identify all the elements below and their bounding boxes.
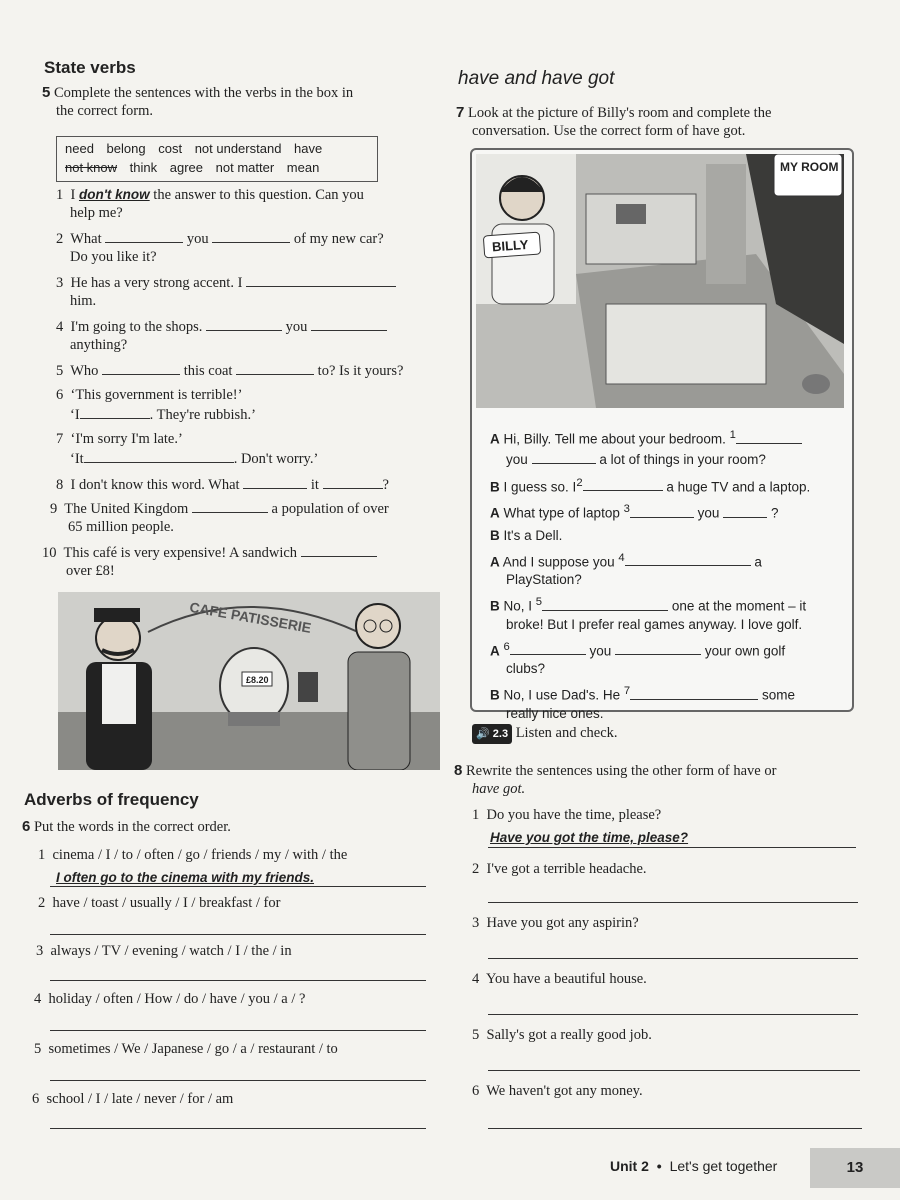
- ex8-answer-line-4[interactable]: [488, 1014, 858, 1015]
- cafe-sign: CAFE PATISSERIE: [188, 598, 313, 636]
- convo-line-5: B It's a Dell.: [490, 527, 563, 543]
- my-room-sign: MY ROOM: [780, 160, 839, 174]
- ex8-item-4: 4 You have a beautiful house.: [472, 971, 647, 987]
- ex8-number: 8: [454, 762, 463, 779]
- footer-unit: Unit 2: [610, 1158, 649, 1174]
- convo-line-4: A What type of laptop $^3$ you ?: [490, 503, 779, 521]
- ex6-instruction: 6 Put the words in the correct order.: [22, 818, 231, 835]
- ex5-number: 5: [42, 84, 51, 101]
- billy-sign: BILLY: [491, 236, 529, 255]
- convo-line-1: A Hi, Billy. Tell me about your bedroom. $^1$: [490, 426, 840, 449]
- ex8-answer-line-2[interactable]: [488, 902, 858, 903]
- ex6-item-2: 2 have / toast / usually / I / breakfast / for: [38, 895, 281, 911]
- ex5-item-9: 9 The United Kingdom a population of over 65 million people.: [50, 498, 440, 536]
- word-row-1: need belong cost not understand have: [65, 141, 323, 156]
- ex6-answer-line-2[interactable]: [50, 934, 426, 935]
- audio-track-icon[interactable]: 🔊 2.3: [472, 724, 512, 744]
- convo-line-12: B No, I use Dad's. He $^7$ some: [490, 685, 795, 703]
- have-got-heading: have and have got: [458, 68, 615, 89]
- footer-dot: •: [656, 1158, 662, 1174]
- ex6-item-4: 4 holiday / often / How / do / have / you / a / ?: [34, 991, 306, 1007]
- ex5-item-1: 1 I don't know the answer to this question. Can you help me?: [56, 187, 364, 221]
- ex6-answer-line-6[interactable]: [50, 1128, 426, 1129]
- ex8-item-5: 5 Sally's got a really good job.: [472, 1027, 652, 1043]
- ex6-number: 6: [22, 818, 31, 835]
- ex8-item-3: 3 Have you got any aspirin?: [472, 915, 639, 931]
- ex5-item-4: 4 I'm going to the shops. you anything?: [56, 316, 436, 354]
- listen-and-check: 🔊 2.3 Listen and check.: [472, 724, 618, 744]
- convo-line-6: A And I suppose you $^4$ a: [490, 551, 762, 569]
- convo-line-8: B No, I $^5$ one at the moment – it: [490, 596, 807, 614]
- ex7-instruction: 7 Look at the picture of Billy's room and complete the conversation. Use the correct form of have got.: [456, 104, 772, 139]
- ex8-answer-line-6[interactable]: [488, 1128, 862, 1129]
- ex8-answer-line-1[interactable]: [488, 847, 856, 848]
- ex6-answer-line-3[interactable]: [50, 980, 426, 981]
- verb-word-box: [56, 136, 378, 182]
- ex8-item-1: 1 Do you have the time, please?: [472, 807, 662, 823]
- ex6-answer-line-4[interactable]: [50, 1030, 426, 1031]
- ex5-item-6: 6 ‘This government is terrible!’ ‘I . They're rubbish.’: [56, 387, 256, 423]
- convo-line-7: PlayStation?: [506, 572, 582, 587]
- ex6-answer-line-1[interactable]: [50, 886, 426, 887]
- page-number: 13: [810, 1148, 900, 1188]
- ex7-number: 7: [456, 104, 465, 121]
- convo-line-13: really nice ones.: [506, 705, 604, 721]
- ex5-instruction: 5 Complete the sentences with the verbs in the box in the correct form.: [42, 84, 354, 119]
- ex6-item-5: 5 sometimes / We / Japanese / go / a / restaurant / to: [34, 1041, 338, 1057]
- billy-room-panel: [470, 148, 854, 721]
- page-footer: [610, 1158, 777, 1174]
- ex8-instruction: 8 Rewrite the sentences using the other form of have or have got.: [454, 762, 777, 797]
- convo-line-9: broke! But I prefer real games anyway. I love golf.: [506, 616, 803, 632]
- ex5-item-7: 7 ‘I'm sorry I'm late.’ ‘It . Don't worry.’: [56, 431, 319, 467]
- ex5-item-10: 10 This café is very expensive! A sandwich over £8!: [42, 542, 442, 580]
- ex8-answer-1: Have you got the time, please?: [490, 830, 689, 845]
- price-tag: £8.20: [246, 675, 269, 685]
- ex8-item-2: 2 I've got a terrible headache.: [472, 861, 647, 877]
- state-verbs-heading: State verbs: [44, 58, 136, 77]
- billy-portrait: [476, 154, 576, 304]
- billy-room-illustration: [476, 154, 844, 408]
- footer-title: Let's get together: [669, 1158, 778, 1174]
- word-row-2: not know think agree not matter mean: [65, 160, 320, 175]
- ex5-item-5: 5 Who this coat to? Is it yours?: [56, 360, 436, 380]
- convo-line-11: clubs?: [506, 661, 546, 676]
- ex8-item-6: 6 We haven't got any money.: [472, 1083, 643, 1099]
- ex8-answer-line-5[interactable]: [488, 1070, 860, 1071]
- adverbs-heading: Adverbs of frequency: [24, 790, 199, 809]
- customer-figure: [348, 604, 410, 770]
- cake-dome: [220, 648, 288, 726]
- convo-line-2: you a lot of things in your room?: [490, 449, 840, 469]
- ex8-answer-line-3[interactable]: [488, 958, 858, 959]
- ex6-item-1: 1 cinema / I / to / often / go / friends / my / with / the: [38, 847, 348, 863]
- convo-line-3: B I guess so. $I^2$ a huge TV and a laptop.: [490, 476, 811, 494]
- convo-line-10: A $^6$ you your own golf: [490, 640, 786, 658]
- ex5-item-8: 8 I don't know this word. What it ?: [56, 474, 436, 494]
- ex6-item-3: 3 always / TV / evening / watch / I / the / in: [36, 943, 292, 959]
- cafe-illustration: [58, 592, 440, 770]
- ex6-answer-1: I often go to the cinema with my friends.: [56, 870, 315, 885]
- ex6-item-6: 6 school / I / late / never / for / am: [32, 1091, 234, 1107]
- ex5-item-3: 3 He has a very strong accent. I him.: [56, 272, 436, 310]
- ex6-answer-line-5[interactable]: [50, 1080, 426, 1081]
- ex5-item-2: 2 What you of my new car? Do you like it?: [56, 228, 436, 266]
- conversation: [490, 426, 840, 723]
